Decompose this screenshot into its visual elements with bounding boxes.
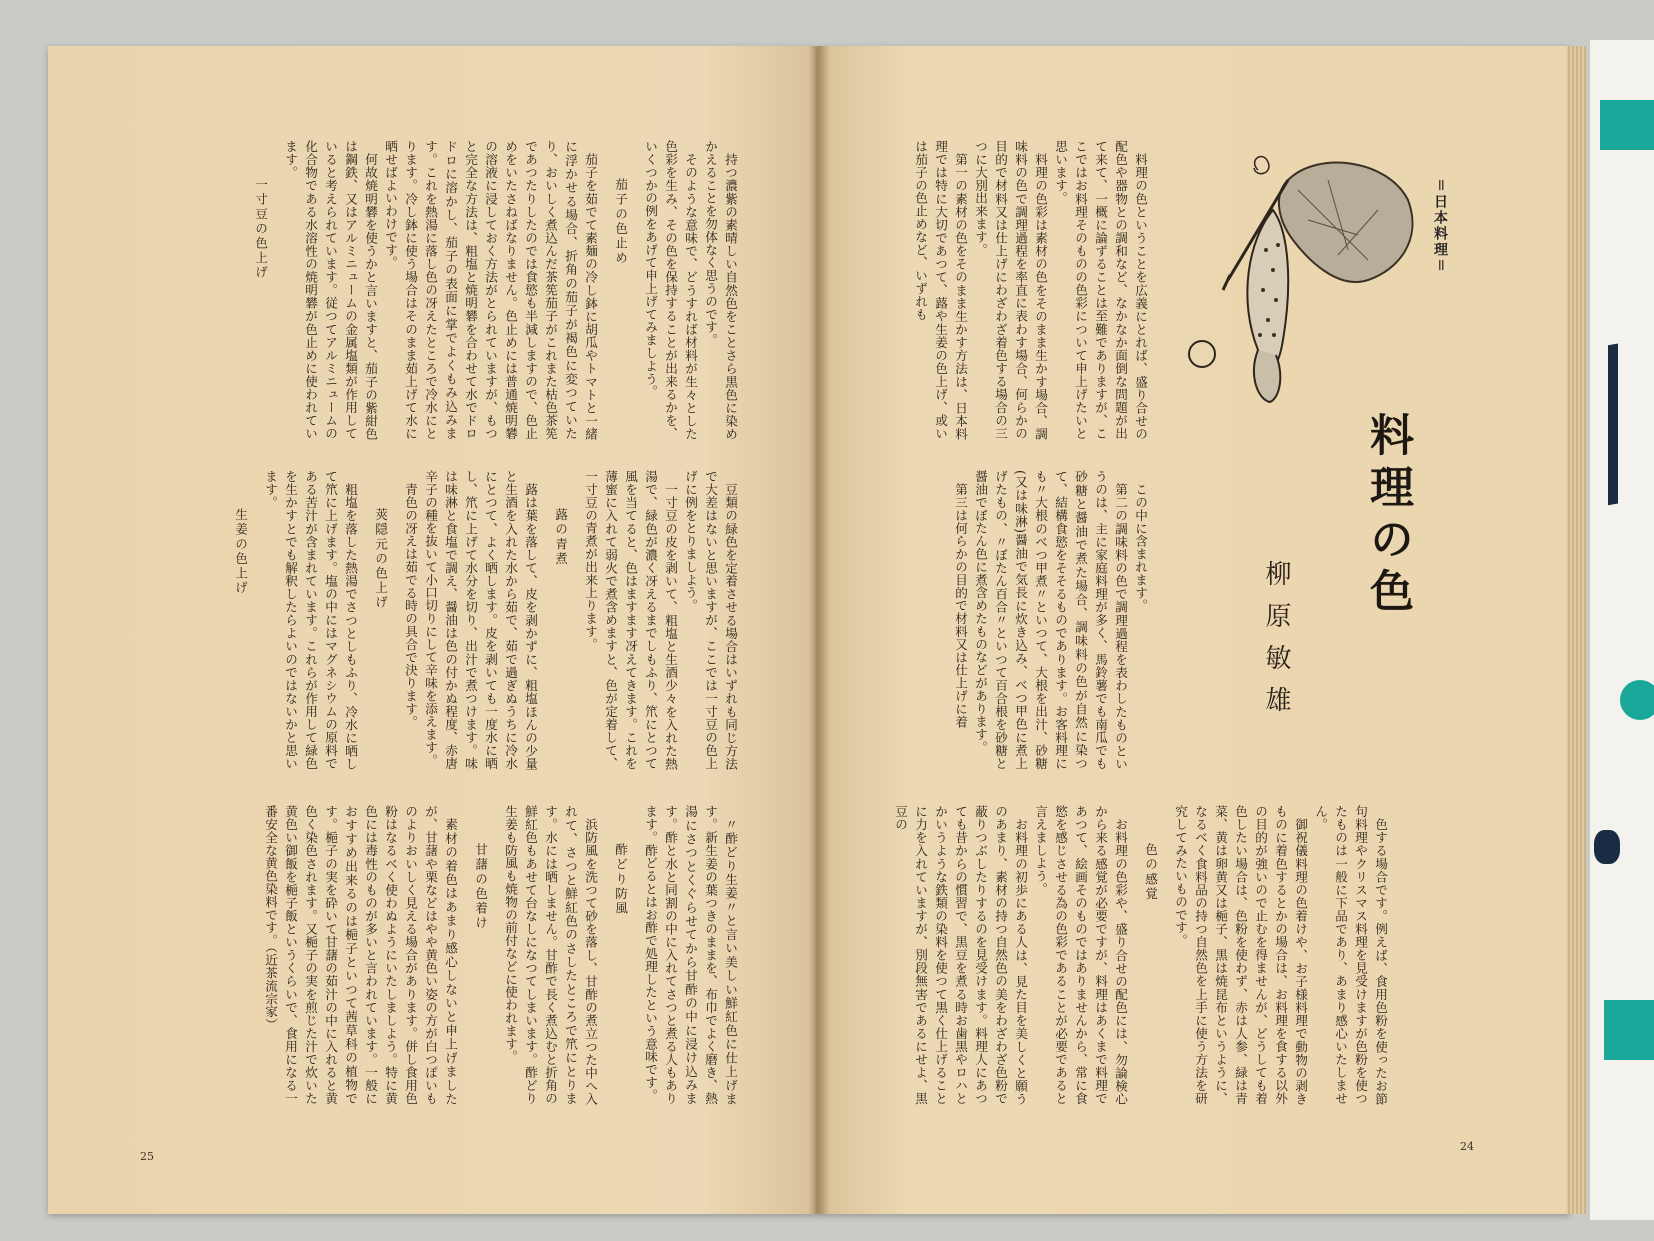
article-title: 料理の色 <box>1362 412 1413 620</box>
right-lower-text-block <box>860 805 1390 1105</box>
paragraph: この中に含まれます。 <box>1133 482 1148 612</box>
paragraph: 素材の着色はあまり感心しないと申上げましたが、甘藷や栗などはやや黄色い姿の方が白つぽいものよりおいしく見える場合があります。併し食用色粉はなるべく使わぬようにいたしましよう。特に黄色には毒性のものが多いと言われています。一般におすすめ出来るのは梔子といつて茜草科の植物です。梔子の実を砕いて甘藷の茹汁の中に入れると黄色く染色されます。又梔子の実を煎じた汁で炊いた黄色い御飯を梔子飯というくらいで、食用になる一番安全な黄色染料です。（近茶流宗家） <box>263 805 458 1105</box>
paragraph: 料理の色彩は素材の色をそのまま生かす場合、調味料の色で調理過程を率直に表わす場合、何らかの目的で材料又は仕上げにわざわざ着色する場合の三つに大別出来ます。 <box>973 140 1048 440</box>
paragraph: お料理の初歩にある人は、見た目を美しくと願うのあまり、素材の持つ自然色の美をわざわざ色粉で蔽りつぶしたりするのを見受けます。料理人にあつても昔からの慣習で、黒豆を煮る時お歯黒やロハとかいうような鉄類の染料を使つて黒く仕上げることに力を入れていますが、別段無害であるにせよ、黒豆の <box>893 805 1028 1105</box>
page-gutter <box>808 46 830 1214</box>
back-cover-edge <box>1590 40 1654 1220</box>
paragraph: 第三は何らかの目的で材料又は仕上げに着 <box>953 482 968 728</box>
paragraph: そのような意味で、どうすれば材料が生々とした色彩を生み、その色を保持することが出来るかを、いくつかの例をあげて申上げてみましよう。 <box>643 140 698 440</box>
paragraph: 粗塩を落した熱湯でさつとしもふり、冷水に晒して笊に上げます。塩の中にはマグネシウムの原料である苦汁が含まれています。これらが作用して緑色を生かすとでも解釈したらよいのではないかと思います。 <box>263 470 358 770</box>
paragraph: 蕗は葉を落して、皮を剥かずに、粗塩ほんの少量と生酒を入れた水から茹で、茹で過ぎぬうちに冷水にとつて、よく晒します。皮を剥いても一度水に晒し、笊に上げて水分を切り、出汁で煮つけます。味は味淋と食塩で調え、醤油は色の付かぬ程度、赤唐辛子の種を抜いて小口切りにして辛味を添えます。 <box>423 470 538 770</box>
series-tag: ＝日本料理＝ <box>1432 178 1448 274</box>
article-author: 柳原敏雄 <box>1261 560 1291 728</box>
paragraph: 色する場合です。例えば、食用色粉を使ったお節句料理やクリスマス料理を見受けますが色粉を使つたものは一般に下品であり、あまり感心いたしません。 <box>1313 805 1388 1105</box>
paragraph: 持つ濃紫の素晴しい自然色をことさら黒色に染めかえることを勿体なく思うのです。 <box>703 140 738 440</box>
paragraph: 御祝儀料理の色着けや、お子様料理で動物の剥きものに着色するとかの場合は、お料理を食する以外の目的が強いので止むを得ませんが、どうしても着色したい場合は、色粉を使わず、赤は人参、緑は青菜、黄は卵黄又は梔子、黒は焼昆布というように、なるべく食料品の持つ自然色を上手に使う方法を研究してみたいものです。 <box>1173 805 1308 1105</box>
section-heading: 一寸豆の色上げ <box>253 177 268 280</box>
paragraph: 〃酢どり生姜〃と言い美しい鮮紅色に仕上げます。新生姜の葉つきのままを、布巾でよく磨き、熱湯にさつとくぐらせてから甘酢の中に浸け込みます。酢と水と同割の中に入れてさつと煮る人もあります。酢どるとはお酢で処理したという意味です。 <box>643 805 738 1105</box>
section-heading: 酢どり防風 <box>613 842 628 916</box>
right-page-number: 24 <box>1460 1140 1474 1153</box>
paragraph: 第一の素材の色をそのまま生かす方法は、日本料理では特に大切であつて、蕗や生姜の色上げ、或いは茄子の色止めなど、いずれも <box>913 140 968 440</box>
paragraph: お料理の色彩や、盛り合せの配色には、勿論検心から来る感覚が必要ですが、料理はあくまで料理であつて、絵画そのものではありませんから、常に食慾を感じさせる為の色彩であることが必要であると言えましよう。 <box>1033 805 1128 1105</box>
section-heading: 茄子の色止め <box>613 177 628 266</box>
right-upper-text-block <box>858 140 1150 440</box>
monogram-stamp <box>1188 340 1216 368</box>
left-middle-text-block <box>140 470 740 770</box>
left-page-number: 25 <box>140 1150 154 1163</box>
left-upper-text-block <box>140 140 740 440</box>
right-middle-text-block <box>858 470 1150 770</box>
eggplant-leaf-illustration <box>1218 140 1428 430</box>
paragraph: 茄子を茹でて素麺の冷し鉢に胡瓜やトマトと一緒に浮かせる場合、折角の茄子が褐色に変つていたり、おいしく煮込んだ茶筅茄子がこれまた枯色茶筅であつたりしたのでは食慾も半減しますので、色止めをいたさねばなりません。色止めには普通焼明礬の溶液に浸しておく方法がとられていますが、もつと完全な方法は、粗塩と焼明礬を合わせて水でドロドロに溶かし、茄子の表面に掌でよくもみ込みます。これを熱湯に落し色の冴えたところで冷水にとります。冷し鉢に使う場合はそのまま茹上げて水に晒せばよいわけです。 <box>383 140 598 440</box>
paragraph: 第二の調味料の色で調理過程を表わしたものというのは、主に家庭料理が多く、馬鈴薯でも南瓜でも砂糖と醤油で煮た場合、調味料の色が自然に染つて、結構食慾をそそるものであります。お客料理にも〃大根のべつ甲煮〃といつて、大根を出汁、砂糖(又は味淋)醤油で気長に炊き込み、べつ甲色に煮上げたもの、〃ぼたん百合〃といつて百合根を砂糖と醤油でぼたん色に煮含めたものなどがあります。 <box>973 470 1128 770</box>
section-heading: 甘藷の色着け <box>473 842 488 931</box>
section-heading: 莢隠元の色上げ <box>373 507 388 610</box>
paragraph: 料理の色ということを広義にとれば、盛り合せの配色や器物との調和など、なかなか面倒な問題が出て来て、一概に論ずることは至難でありますが、ここではお料理そのものの色彩について申上げたいと思います。 <box>1053 140 1148 440</box>
section-heading: 色の感覚 <box>1143 842 1158 902</box>
paragraph: 一寸豆の皮を剥いて、粗塩と生酒少々を入れた熱湯で、緑色が濃く冴えるまでしもふり、笊にとつて風を当てると、色はますます冴えてきます。これを薄蜜に入れて弱火で煮含めますと、色が定着して、一寸豆の青煮が出来上ります。 <box>583 470 678 770</box>
section-heading: 生姜の色上げ <box>233 507 248 596</box>
paragraph: 青色の冴えは茹でる時の具合で決ります。 <box>403 482 418 728</box>
page-edge-stack <box>1566 46 1586 1214</box>
paragraph: 豆類の緑色を定着させる場合はいずれも同じ方法で大差はないと思いますが、ここでは一寸豆の色上げに例をとりましよう。 <box>683 470 738 770</box>
paragraph: 何故焼明礬を使うかと言いますと、茄子の紫紺色は鋼鉄、又はアルミニュームの金属塩類が作用していると考えられています。従つてアルミニュームの化合物である水溶性の焼明礬が色止めに使われています。 <box>283 140 378 440</box>
left-lower-text-block <box>150 805 740 1105</box>
paragraph: 浜防風を洗つて砂を落し、甘酢の煮立つた中へ入れて、さつと鮮紅色のさしたところで笊にとります。水には晒しません。甘酢で長く煮込むと折角の鮮紅色もあせて台なしになつてしまいます。酢どり生姜も防風も焼物の前付などに使われます。 <box>503 805 598 1105</box>
section-heading: 蕗の青煮 <box>553 507 568 567</box>
